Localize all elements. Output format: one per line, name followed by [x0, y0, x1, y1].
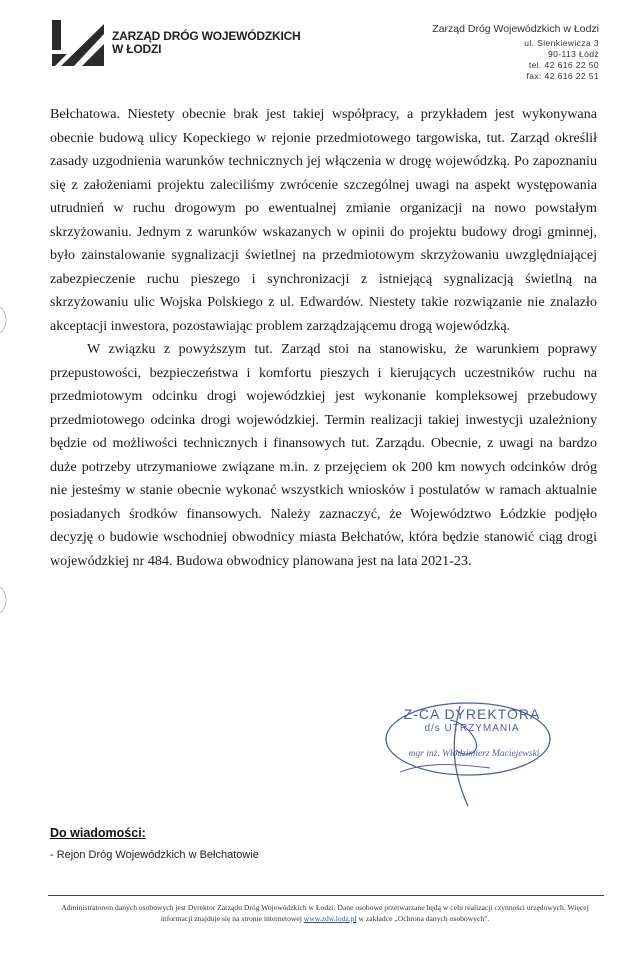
sender-address	[432, 23, 599, 82]
footer-divider	[48, 895, 604, 896]
signature-icon	[390, 702, 500, 812]
body-paragraph-2: W związku z powyższym tut. Zarząd stoi na stanowisku, że warunkiem poprawy przepustowości, bezpieczeństwa i komfortu pieszych i kierujących uczestników ruchu na przedmiotowym odcinku drogi wojewódzkiej jest wykonanie kompleksowej przebudowy przedmiotowego odcinka drogi wojewódzkiej. Termin realizacji takiej inwestycji uzależniony będzie od możliwości technicznych i finansowych tut. Zarządu. Obecnie, z uwagi na bardzo duże potrzeby utrzymaniowe związane m.in. z przejęciem ok 200 km nowych odcinków dróg nie jesteśmy w stanie obecnie wykonać wszystkich wniosków i postulatów w ramach aktualnie posiadanych środków finansowych. Należy zaznaczyć, że Województwo Łódzkie podjęło decyzję o budowie wschodniej obwodnicy miasta Bełchatów, która będzie stanowić ciąg drogi wojewódzkiej nr 484. Budowa obwodnicy planowana jest na lata 2021-23.	[50, 341, 597, 569]
stamp-line1: Z-CA DYREKTORA	[403, 706, 541, 722]
distribution-item: - Rejon Dróg Wojewódzkich w Bełchatowie	[50, 849, 259, 861]
stamp-line3: mgr inż. Włodzimierz Maciejewski	[408, 749, 540, 759]
logo-line1: ZARZĄD DRÓG WOJEWÓDZKICH	[112, 29, 301, 43]
sender-tel: tel. 42 616 22 50	[528, 60, 599, 70]
sender-name: Zarząd Dróg Wojewódzkich w Łodzi	[432, 23, 599, 35]
distribution-title: Do wiadomości:	[50, 826, 146, 840]
footer-website-link[interactable]: www.zdw.lodz.pl	[303, 913, 357, 923]
sender-city: 90-113 Łódź	[547, 49, 599, 59]
sender-fax: fax: 42 616 22 51	[526, 71, 599, 81]
margin-mark-icon	[0, 585, 12, 615]
stamp-line2: d/s UTRZYMANIA	[424, 723, 520, 734]
letter-body	[50, 103, 597, 573]
zdw-logo-icon	[52, 20, 104, 66]
body-paragraph-1: Bełchatowa. Niestety obecnie brak jest takiej współpracy, a przykładem jest wykonywana obecnie budową ulicy Kopeckiego w rejonie przedmiotowego targowiska, tut. Zarząd określił zasady uzgodnienia warunków technicznych jej włączenia w drogę wojewódzką. Po zapoznaniu się z założeniami projektu zaleciliśmy zwrócenie szczególnej uwagi na aspekt występowania utrudnień w ruchu drogowym po ewentualnej zmianie organizacji na nowo powstałym skrzyżowaniu. Jednym z warunków wskazanych w opinii do projektu budowy drogi gminnej, było zainstalowanie sygnalizacji świetlnej na przedmiotowym skrzyżowaniu uwzględniającej zabezpieczenie ruchu pieszego i synchronizacji z istniejącą sygnalizacją świetlną na skrzyżowaniu ulic Wojska Polskiego z ul. Edwardów. Niestety takie rozwiązanie nie znalazło akceptacji inwestora, pozostawiając problem zarządzającemu drogą wojewódzką.	[50, 106, 597, 334]
sender-street: ul. Sienkiewicza 3	[524, 38, 599, 48]
footer-text-after: w zakładce „Ochrona danych osobowych".	[358, 913, 490, 923]
footer-text-before: Administratorem danych osobowych jest Dyrektor Zarządu Dróg Wojewódzkich w Łodzi. Dane osobowe przetwarzane będą w celu realizacji czynności urzędowych. Więcej informacji znajduje się na stronie internetowej	[61, 903, 589, 923]
footer-gdpr-note	[60, 903, 590, 924]
logo-line2: W ŁODZI	[112, 42, 162, 56]
margin-mark-icon	[0, 305, 12, 335]
logo-wordmark	[112, 30, 301, 56]
